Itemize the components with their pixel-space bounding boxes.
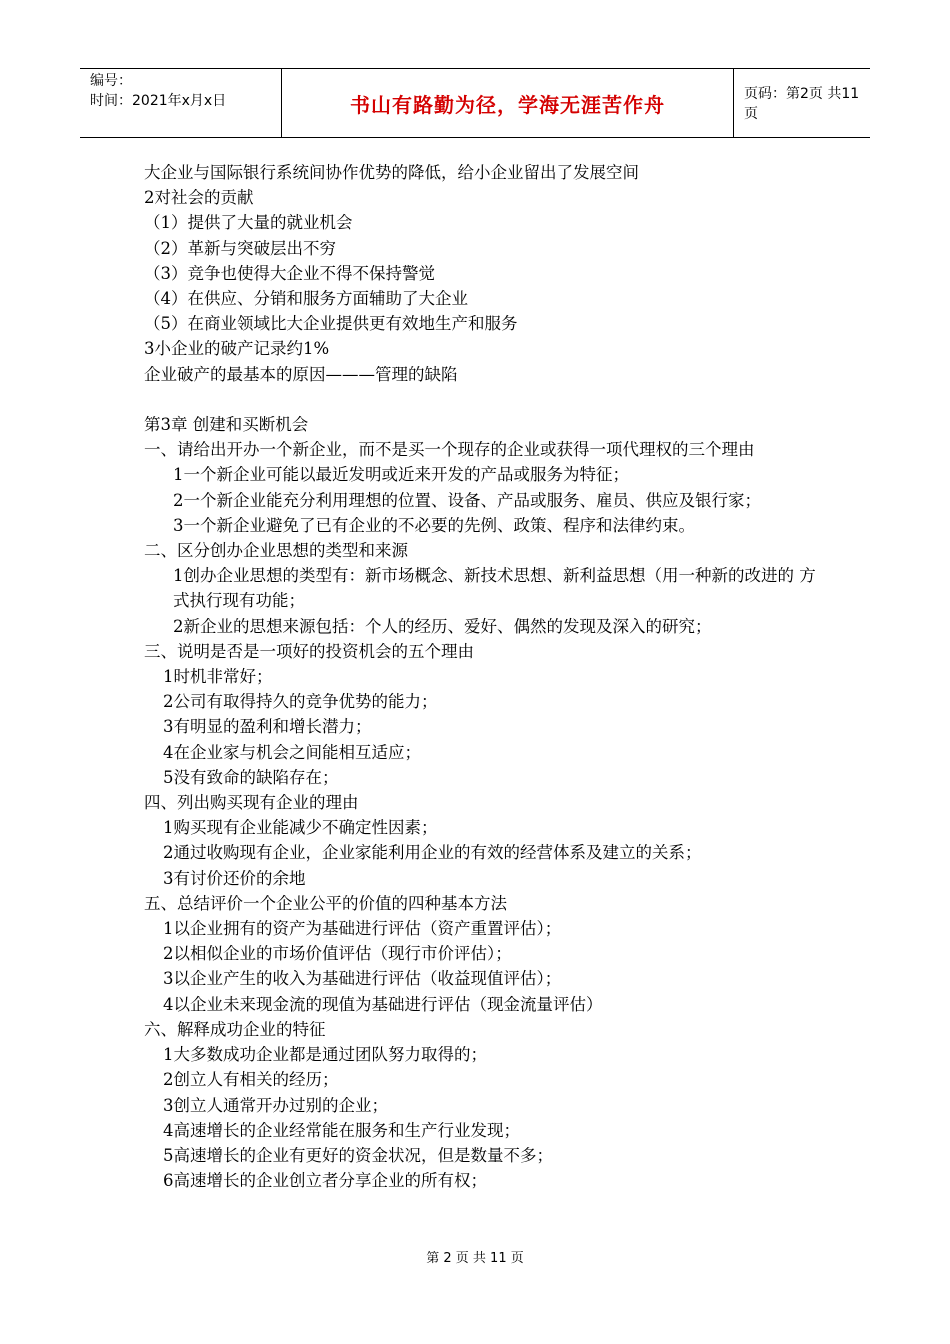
list-item: （2）革新与突破层出不穷 [144,238,336,258]
list-item: 1以企业拥有的资产为基础进行评估（资产重置评估）； [163,919,562,939]
list-item [144,488,824,513]
section-heading: 2对社会的贡献 [144,188,254,208]
header-meta [80,69,281,137]
list-item: （1）提供了大量的就业机会 [144,213,353,233]
list-item: （4）在供应、分销和服务方面辅助了大企业 [144,289,468,309]
question-heading: 五、总结评价一个企业公平的价值的四种基本方法 [144,893,507,913]
blank-line [144,387,824,412]
question-heading: 三、说明是否是一项好的投资机会的五个理由 [144,641,474,661]
list-item: 3一个新企业避免了已有企业的不必要的先例、政策、程序和法律约束。 [173,515,695,535]
list-item: 1大多数成功企业都是通过团队努力取得的； [163,1045,487,1065]
list-item: 2公司有取得持久的竞争优势的能力； [163,692,438,712]
question-heading: 六、解释成功企业的特征 [144,1019,326,1039]
section-heading: 3小企业的破产记录约1% [144,339,330,359]
question-heading: 四、列出购买现有企业的理由 [144,793,359,813]
list-item: 2创立人有相关的经历； [163,1070,339,1090]
list-item: 1一个新企业可能以最近发明或近来开发的产品或服务为特征； [173,465,629,485]
list-item: 3有明显的盈利和增长潜力； [163,717,372,737]
header-motto: 书山有路勤为径，学海无涯苦作舟 [281,69,734,137]
list-item: 2新企业的思想来源包括：个人的经历、爱好、偶然的发现及深入的研究； [173,616,712,636]
list-item: 4高速增长的企业经常能在服务和生产行业发现； [163,1120,520,1140]
list-item: 2通过收购现有企业，企业家能利用企业的有效的经营体系及建立的关系； [163,843,702,863]
list-item: 3以企业产生的收入为基础进行评估（收益现值评估）； [163,969,562,989]
page-footer: 第 2 页 共 11 页 [426,1251,524,1266]
list-item-text: 2一个新企业能充分利用理想的位置、设备、产品或服务、雇员、供应及银行家； [173,490,761,510]
document-body [144,160,824,1193]
list-item: 3有讨价还价的余地 [163,868,306,888]
list-item: 4在企业家与机会之间能相互适应； [163,742,421,762]
header-page-number: 页码：第2页 共11页 [744,86,860,122]
body-line: 大企业与国际银行系统间协作优势的降低，给小企业留出了发展空间 [144,163,639,182]
question-heading: 二、区分创办企业思想的类型和来源 [144,541,408,561]
list-item: 5高速增长的企业有更好的资金状况，但是数量不多； [163,1145,553,1165]
list-item: 1创办企业思想的类型有：新市场概念、新技术思想、新利益思想（用一种新的改进的 方式执行现有功能； [173,566,816,611]
list-item: 2以相似企业的市场价值评估（现行市价评估）； [163,944,512,964]
list-item: 1时机非常好； [163,667,273,687]
page-header [80,68,870,138]
list-item: （5）在商业领域比大企业提供更有效地生产和服务 [144,314,518,334]
list-item: 5没有致命的缺陷存在； [163,767,339,787]
list-item: （3）竞争也使得大企业不得不保持警觉 [144,263,435,283]
document-number-label: 编号： [90,73,132,89]
list-item: 6高速增长的企业创立者分享企业的所有权； [163,1171,487,1191]
list-item: 4以企业未来现金流的现值为基础进行评估（现金流量评估） [163,994,603,1014]
document-date: 时间：2021年x月x日 [90,93,227,109]
body-line: 企业破产的最基本的原因———管理的缺陷 [144,364,458,384]
chapter-title: 第3章 创建和买断机会 [144,415,309,435]
list-item: 1购买现有企业能减少不确定性因素； [163,818,438,838]
list-item: 3创立人通常开办过别的企业； [163,1095,388,1115]
question-heading: 一、请给出开办一个新企业，而不是买一个现存的企业或获得一项代理权的三个理由 [144,440,755,460]
